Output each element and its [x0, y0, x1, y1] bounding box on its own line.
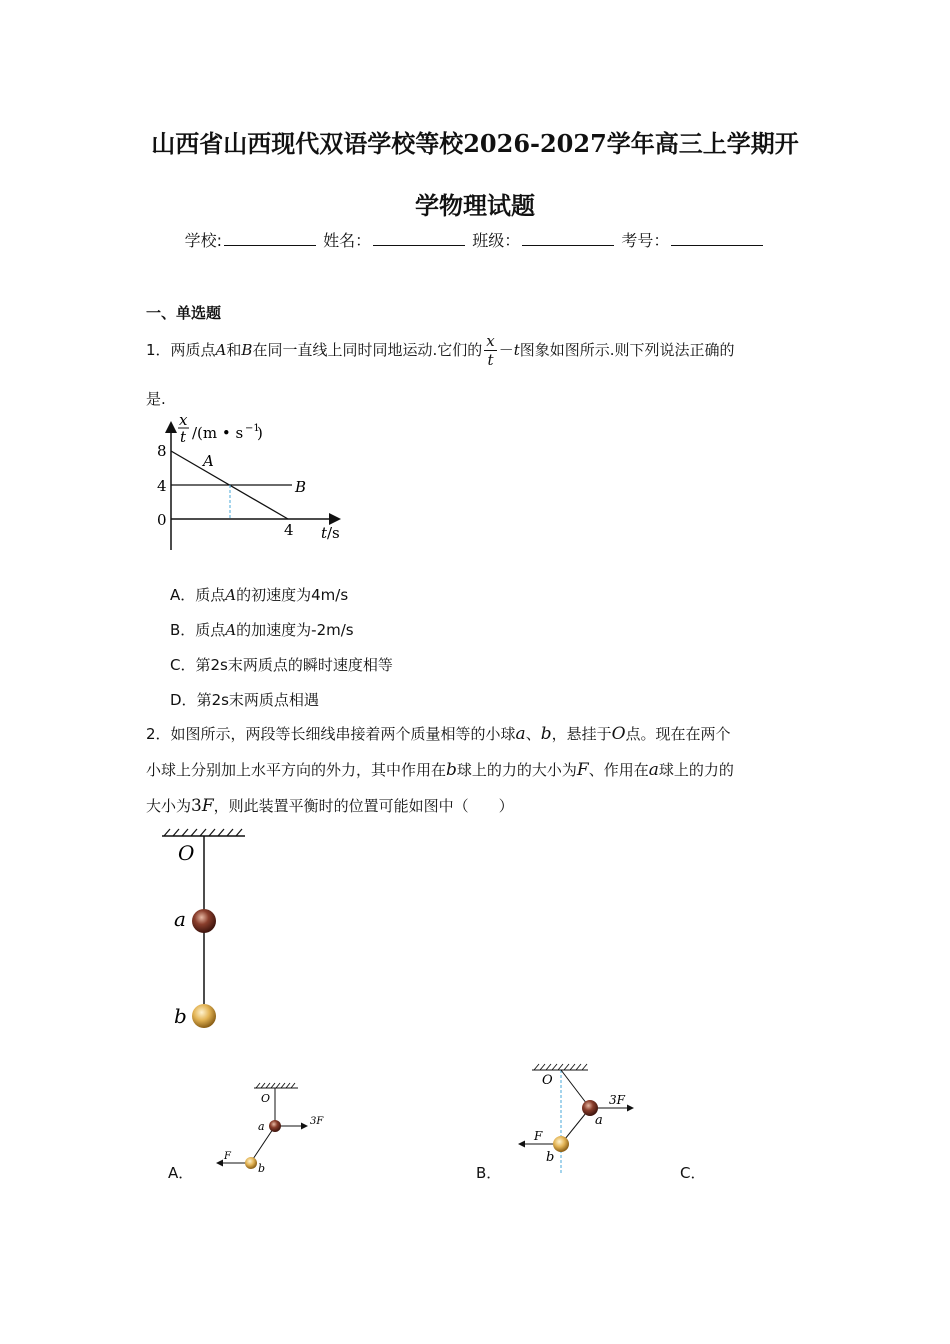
q2-var-b: b — [446, 760, 457, 780]
xlabel-unit: /s — [327, 524, 340, 542]
ball-a — [192, 909, 216, 933]
frac-den: t — [487, 351, 494, 369]
name-blank[interactable] — [373, 231, 465, 246]
label-o: O — [542, 1073, 553, 1088]
label-b: b — [174, 1004, 187, 1028]
q2-choice-a-label[interactable]: A． — [168, 1164, 194, 1182]
q2-choice-b-figure[interactable] — [510, 1062, 650, 1177]
label-a: a — [595, 1113, 603, 1128]
ylabel-num: x — [179, 414, 188, 429]
question-2-line2 — [146, 758, 806, 782]
q2-text: 小球上分别加上水平方向的外力，其中作用在 — [146, 761, 447, 779]
force-label-a: 3F — [609, 1093, 625, 1107]
ylabel-unit: /(m • s — [192, 424, 244, 442]
label-b: B — [295, 478, 307, 496]
student-info-line — [0, 228, 950, 251]
label-b: b — [258, 1162, 266, 1175]
tick-x-4: 4 — [284, 521, 294, 539]
tick-y-8: 8 — [157, 442, 167, 460]
option-letter: C． — [170, 656, 196, 674]
q2-text: 、作用在 — [588, 761, 649, 779]
frac-num: x — [486, 332, 495, 350]
ylabel-den: t — [180, 428, 187, 446]
q2-choice-a-figure[interactable] — [206, 1080, 336, 1180]
page-title: 山西省山西现代双语学校等校2026-2027学年高三上学期开 — [151, 129, 799, 158]
q1-text: － — [498, 341, 514, 359]
q2-text: 球上的力的 — [658, 761, 734, 779]
label-a: a — [258, 1120, 265, 1133]
option-text: 的加速度为-2m/s — [236, 621, 354, 639]
ylabel-exp: −1 — [245, 423, 260, 434]
q2-var-a: a — [648, 760, 659, 780]
number-label: 考号： — [621, 231, 670, 250]
label-b: b — [546, 1150, 555, 1165]
q1-text: 在同一直线上同时同地运动.它们的 — [252, 341, 483, 359]
label-o: O — [178, 841, 195, 865]
q1-option-c[interactable] — [170, 654, 393, 675]
ball-a — [269, 1120, 281, 1132]
ceiling-hatching — [256, 1083, 295, 1088]
option-letter: D． — [170, 691, 197, 709]
q2-text: 球上的力的大小为 — [456, 761, 577, 779]
q2-text: 2．如图所示，两段等长细线串接着两个质量相等的小球 — [146, 725, 516, 743]
question-2-line1 — [146, 722, 806, 746]
ball-b — [553, 1136, 569, 1152]
section-heading: 一、单选题 — [146, 304, 222, 322]
option-text: 质点 — [195, 621, 226, 639]
option-letter: B． — [170, 621, 196, 639]
q1-text: 和 — [226, 341, 242, 359]
question-1-stem-cont: 是. — [146, 390, 166, 408]
q2-choice-b-label[interactable]: B． — [476, 1164, 502, 1182]
option-text: 的初速度为4m/s — [236, 586, 349, 604]
q2-choice-c-label[interactable]: C． — [680, 1164, 706, 1182]
q1-var-t: t — [513, 341, 520, 359]
school-blank[interactable] — [224, 231, 316, 246]
option-text: 第2s末两质点相遇 — [196, 691, 319, 709]
q2-var-o: O — [611, 724, 626, 744]
q1-text: 图象如图所示.则下列说法正确的 — [519, 341, 735, 359]
q2-text: ，则此装置平衡时的位置可能如图中（ ） — [213, 797, 514, 815]
option-letter: A． — [170, 586, 196, 604]
q1-option-b[interactable] — [170, 619, 354, 640]
q1-fraction — [484, 332, 496, 369]
q2-var-a: a — [515, 724, 526, 744]
label-o: O — [261, 1092, 271, 1105]
school-label: 学校: — [184, 231, 223, 250]
q2-var-f: F — [201, 796, 214, 816]
class-blank[interactable] — [522, 231, 614, 246]
q2-num: 3 — [191, 796, 202, 816]
label-a: a — [174, 907, 186, 931]
number-blank[interactable] — [671, 231, 763, 246]
question-1-stem — [146, 332, 806, 369]
ceiling-hatching — [164, 829, 242, 836]
force-label-b: F — [534, 1129, 543, 1143]
tick-y-0: 0 — [157, 511, 167, 529]
q2-var-f: F — [576, 760, 589, 780]
force-label-b: F — [224, 1151, 231, 1162]
q1-option-d[interactable] — [170, 689, 319, 710]
q2-text: 、 — [525, 725, 541, 743]
force-label-a: 3F — [310, 1116, 324, 1127]
ylabel-close: ) — [257, 424, 263, 442]
q2-main-figure — [150, 826, 260, 1036]
q1-var-b: B — [241, 341, 253, 359]
option-var: A — [225, 621, 237, 639]
option-var: A — [225, 586, 237, 604]
tick-y-4: 4 — [157, 477, 167, 495]
ceiling-hatching — [534, 1064, 587, 1070]
name-label: 姓名： — [323, 231, 372, 250]
q2-text: 大小为 — [146, 797, 192, 815]
label-a: A — [203, 452, 214, 470]
q1-var-a: A — [215, 341, 227, 359]
option-text: 第2s末两质点的瞬时速度相等 — [195, 656, 393, 674]
option-text: 质点 — [195, 586, 226, 604]
question-2-line3 — [146, 794, 806, 818]
page-title-line2: 学物理试题 — [415, 191, 535, 220]
xlabel-var: t — [321, 524, 328, 542]
q2-text: 点。现在在两个 — [625, 725, 731, 743]
q2-text: ，悬挂于 — [551, 725, 612, 743]
q1-option-a[interactable] — [170, 584, 348, 605]
q1-text: 1．两质点 — [146, 341, 216, 359]
ball-b — [192, 1004, 216, 1028]
q2-var-b: b — [540, 724, 552, 744]
ball-b — [245, 1157, 257, 1169]
class-label: 班级： — [472, 231, 521, 250]
q1-graph — [150, 414, 350, 554]
